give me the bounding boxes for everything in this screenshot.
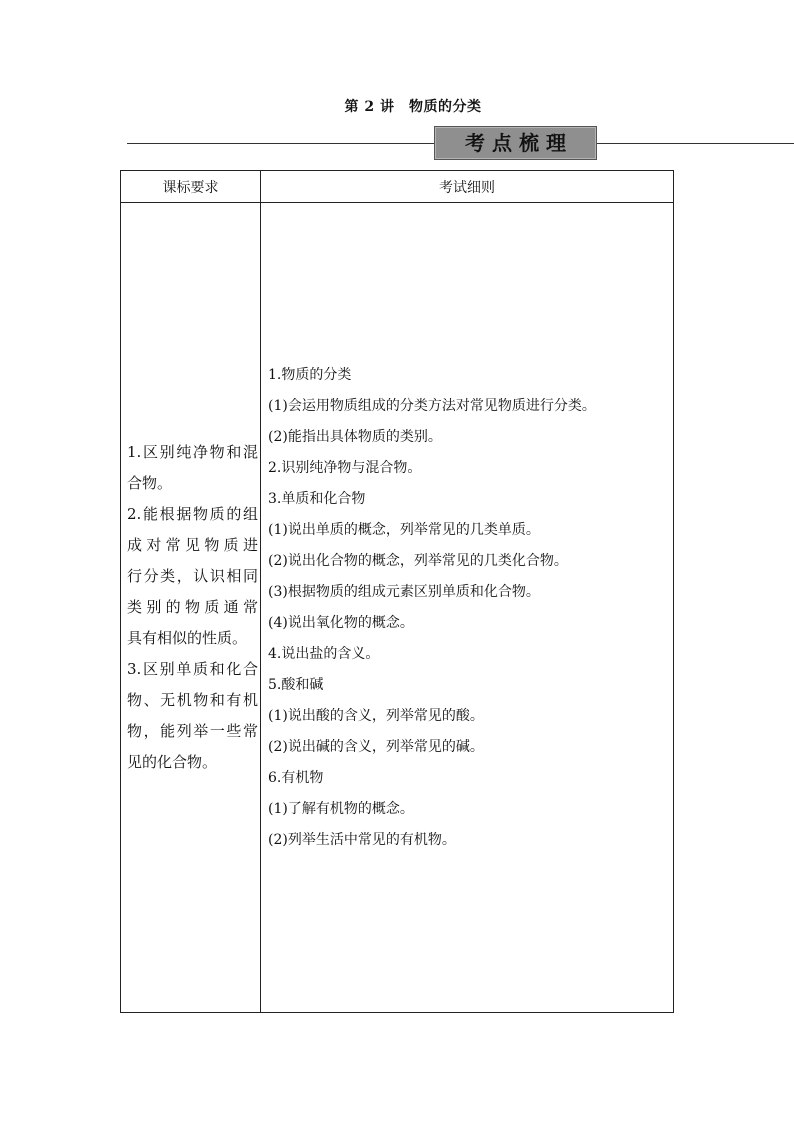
requirement-line: 具有相似的性质。 [127,629,248,647]
table-header-row [121,171,674,203]
requirement-line: 行分类，认识相同 [127,567,258,585]
header-requirements: 课标要求 [121,171,261,203]
detail-line: 5.酸和碱 [268,676,324,693]
detail-line: 6.有机物 [268,769,324,786]
details-cell [261,203,674,1013]
requirement-line: 3.区别单质和化合 [127,660,258,678]
header-details: 考试细则 [261,171,674,203]
requirement-line: 2.能根据物质的组 [127,505,258,523]
table-body-row [121,203,674,1013]
requirement-line: 成对常见物质进 [127,536,258,554]
requirement-line: 物、无机物和有机 [127,691,258,709]
detail-line: 1.物质的分类 [268,366,352,383]
detail-line: (3)根据物质的组成元素区别单质和化合物。 [268,583,540,600]
detail-line: (1)会运用物质组成的分类方法对常见物质进行分类。 [268,397,596,414]
detail-line: (1)了解有机物的概念。 [268,800,414,817]
detail-line: (1)说出单质的概念，列举常见的几类单质。 [268,521,540,538]
detail-line: (1)说出酸的含义，列举常见的酸。 [268,707,484,724]
detail-line: (2)说出碱的含义，列举常见的碱。 [268,738,484,755]
requirements-cell [121,203,261,1013]
detail-line: 4.说出盐的含义。 [268,645,380,662]
detail-line: 3.单质和化合物 [268,490,366,507]
section-banner: 考点梳理 [434,126,597,160]
syllabus-table [120,170,674,1013]
detail-line: (2)说出化合物的概念，列举常见的几类化合物。 [268,552,568,569]
detail-line: 2.识别纯净物与混合物。 [268,459,422,476]
requirement-line: 类别的物质通常 [127,598,258,616]
detail-line: (2)能指出具体物质的类别。 [268,428,442,445]
detail-line: (4)说出氧化物的概念。 [268,614,414,631]
requirement-line: 物，能列举一些常 [127,722,258,740]
requirement-line: 1.区别纯净物和混 [127,443,258,461]
detail-line: (2)列举生活中常见的有机物。 [268,831,456,848]
lesson-title: 第 2 讲 物质的分类 [344,99,482,115]
requirement-line: 见的化合物。 [127,753,218,771]
requirement-line: 合物。 [127,474,173,492]
